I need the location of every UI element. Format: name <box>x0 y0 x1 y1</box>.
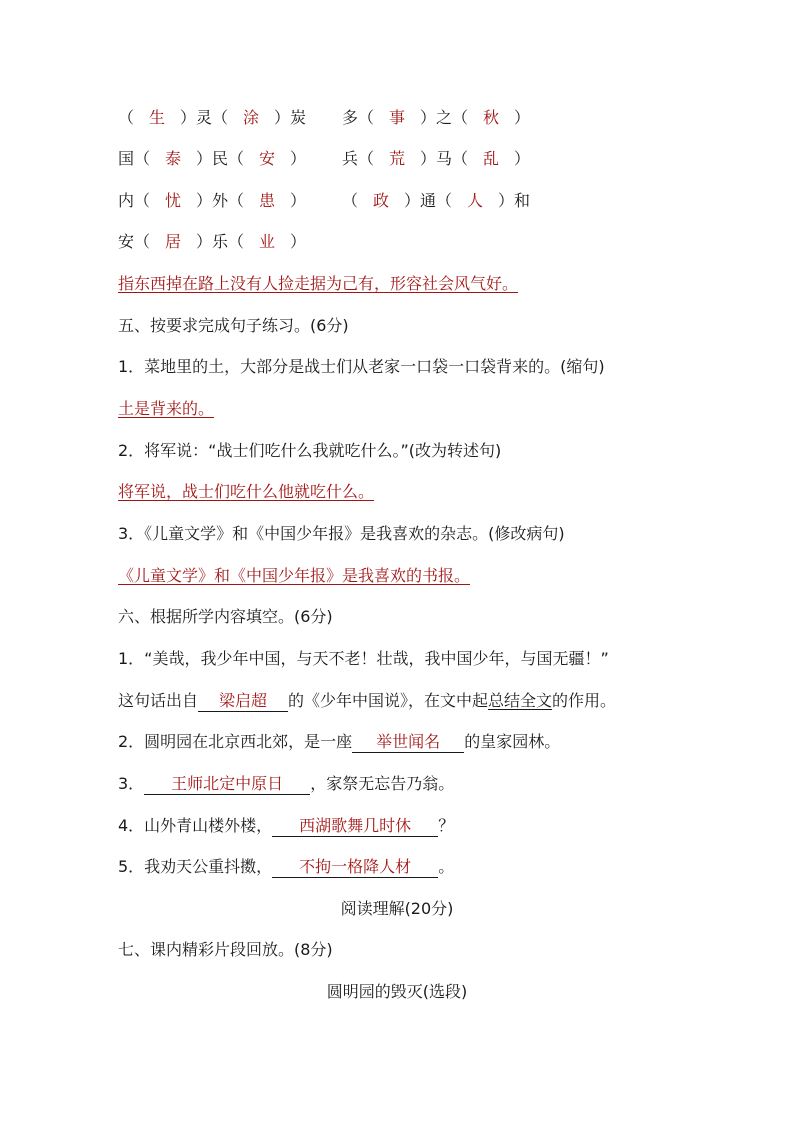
section5-a1: 土是背来的。 <box>118 399 215 418</box>
q3-answer: 王师北定中原日 <box>171 774 284 793</box>
idiom-answer: 业 <box>259 232 276 251</box>
idiom-text: ）外（ <box>196 191 245 210</box>
section6-q1-line2 <box>118 690 616 712</box>
q2-answer: 举世闻名 <box>376 732 441 751</box>
idiom-answer: 乱 <box>483 149 500 168</box>
q5-answer: 不拘一格降人材 <box>299 857 412 876</box>
idiom-text: ）炭 <box>274 108 307 127</box>
q1-answer: 梁启超 <box>219 691 268 710</box>
idiom-text: ） <box>290 149 307 168</box>
q4-answer: 西湖歌舞几时休 <box>299 816 412 835</box>
section6-q4 <box>118 815 454 837</box>
reading-title: 阅读理解(20分) <box>340 899 454 918</box>
idiom-text: 内（ <box>118 191 151 210</box>
idiom-text: ） <box>514 108 531 127</box>
section6-q5 <box>118 856 454 878</box>
idiom-answer: 秋 <box>483 108 500 127</box>
q2-text: 2．圆明园在北京西北郊，是一座 <box>118 732 353 751</box>
q3-blank <box>144 774 310 795</box>
idiom-text: ）之（ <box>420 108 469 127</box>
idiom-3b <box>342 190 530 212</box>
idiom-text: ） <box>290 232 307 251</box>
idiom-answer: 人 <box>467 191 484 210</box>
idiom-text: ）马（ <box>420 149 469 168</box>
idiom-explanation: 指东西掉在路上没有人捡走据为己有，形容社会风气好。 <box>118 274 519 293</box>
section6-heading: 六、根据所学内容填空。(6分) <box>118 607 333 626</box>
section6-q3 <box>118 773 454 795</box>
idiom-4a <box>118 231 306 253</box>
q1-blank <box>198 691 288 712</box>
idiom-answer: 生 <box>149 108 166 127</box>
section7-heading: 七、课内精彩片段回放。(8分) <box>118 940 333 959</box>
idiom-text: ）民（ <box>196 149 245 168</box>
idiom-text: ）通（ <box>404 191 453 210</box>
idiom-answer: 政 <box>373 191 390 210</box>
section5-heading: 五、按要求完成句子练习。(6分) <box>118 316 349 335</box>
idiom-answer: 荒 <box>389 149 406 168</box>
q3-text: ，家祭无忘告乃翁。 <box>310 774 455 793</box>
idiom-2b <box>342 148 530 170</box>
idiom-text: 兵（ <box>342 149 375 168</box>
section6-q1-line1: 1．“美哉，我少年中国，与天不老！壮哉，我中国少年，与国无疆！” <box>118 649 609 668</box>
idiom-answer: 患 <box>259 191 276 210</box>
q1-text: 的作用。 <box>552 691 617 710</box>
q3-text: 3． <box>118 774 145 793</box>
section5-q2: 2．将军说：“战士们吃什么我就吃什么。”(改为转述句) <box>118 441 502 460</box>
q1-text: 这句话出自 <box>118 691 199 710</box>
q5-text: 5．我劝天公重抖擞， <box>118 857 273 876</box>
q1-answer2: 总结全文 <box>488 691 553 710</box>
idiom-answer: 忧 <box>165 191 182 210</box>
idiom-answer: 事 <box>389 108 406 127</box>
section5-a3: 《儿童文学》和《中国少年报》是我喜欢的书报。 <box>118 566 471 585</box>
paren: （ <box>118 108 135 127</box>
idiom-answer: 涂 <box>243 108 260 127</box>
q2-text: 的皇家园林。 <box>464 732 561 751</box>
section5-q1: 1．菜地里的土，大部分是战士们从老家一口袋一口袋背来的。(缩句) <box>118 357 605 376</box>
idiom-text: ）灵（ <box>180 108 229 127</box>
idiom-answer: 泰 <box>165 149 182 168</box>
q4-text: 4．山外青山楼外楼， <box>118 816 273 835</box>
idiom-1a <box>118 107 306 129</box>
idiom-answer: 居 <box>165 232 182 251</box>
idiom-text: 多（ <box>342 108 375 127</box>
q5-text: 。 <box>438 857 455 876</box>
idiom-text: ） <box>514 149 531 168</box>
idiom-text: 安（ <box>118 232 151 251</box>
idiom-text: ） <box>290 191 307 210</box>
q2-blank <box>352 732 464 753</box>
idiom-text: ）乐（ <box>196 232 245 251</box>
section6-q2 <box>118 731 560 753</box>
idiom-1b <box>342 107 530 129</box>
idiom-text: （ <box>342 191 359 210</box>
idiom-text: 国（ <box>118 149 151 168</box>
idiom-text: ）和 <box>498 191 531 210</box>
idiom-2a <box>118 148 306 170</box>
q4-text: ？ <box>438 816 455 835</box>
section5-a2: 将军说，战士们吃什么他就吃什么。 <box>118 482 375 501</box>
idiom-answer: 安 <box>259 149 276 168</box>
idiom-3a <box>118 190 306 212</box>
q5-blank <box>272 857 438 878</box>
q4-blank <box>272 816 438 837</box>
section5-q3: 3．《儿童文学》和《中国少年报》是我喜欢的杂志。(修改病句) <box>118 524 565 543</box>
q1-text: 的《少年中国说》，在文中起 <box>288 691 489 710</box>
passage-title: 圆明园的毁灭(选段) <box>326 982 468 1001</box>
